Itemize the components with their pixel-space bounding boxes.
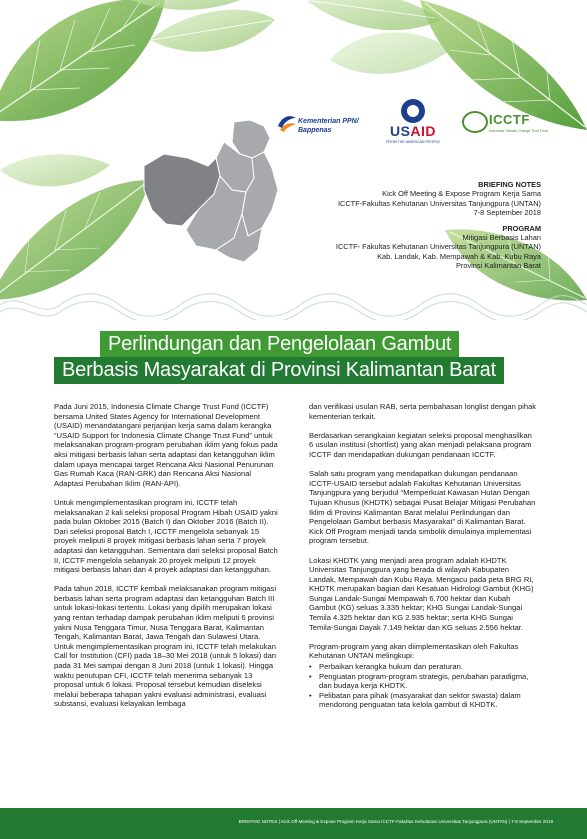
usaid-wordmark [384, 123, 442, 139]
icctf-tagline: Indonesia Climate Change Trust Fund [489, 129, 548, 133]
body-paragraph: dan verifikasi usulan RAB, serta pembahasan longlist dengan pihak kementerian terkait. [309, 402, 537, 421]
body-paragraph: Pada Juni 2015, Indonesia Climate Change Trust Fund (ICCTF) bersama United States Agency for International Development (USAID) menandatangani perjanjian kerja sama dalam kerangka “USAID Support for Indonesia Climate Change Trust Fund” untuk melaksanakan program-program perubahan iklim yang fokus pada aksi mitigasi berbasis lahan serta adaptasi dan ketangguhan iklim dalam upaya mencapai target Rencana Aksi Nasional Penurunan Gas Rumah Kaca (RAN-GRK) dan Rencana Aksi Nasional Adaptasi Perubahan Iklim (RAN-API). [54, 402, 278, 488]
briefing-line: ICCTF-Fakultas Kehutanan Universitas Tanjungpura (UNTAN) [337, 198, 541, 208]
body-paragraph: Pada tahun 2018, ICCTF kembali melaksanakan program mitigasi berbasis lahan serta program adaptasi dan ketangguhan Batch III untuk lokasi-lokasi tertentu. Lokasi yang dipilih merupakan lokasi yang rentan terhadap dampak perubahan iklim meliputi 6 provinsi yakni Nusa Tenggara Timur, Nusa Tenggara Barat, Kalimantan Tengah, Kalimantan Barat, Jawa Tengah dan Sulawesi Utara. Untuk mengimplementasikan program ini, ICCTF telah melakukan Call for Institution (CFI) pada 18–30 Mei 2018 (untuk 5 lokasi) dan pada 31 Mei sampai dengan 8 Juni 2018 (untuk 1 lokasi). Hingga waktu penutupan CFI, ICCTF telah menerima sebanyak 13 proposal untuk 6 lokasi. Proposal tersebut kemudian diseleksi melalui beberapa tahapan yakni evaluasi administrasi, evaluasi substansi, evaluasi kelayakan lembaga [54, 584, 277, 709]
bappenas-name-line1: Kementerian PPN/ [298, 118, 359, 125]
list-item: • Pelibatan para pihak (masyarakat dan sektor swasta) dalam mendorong penguatan tata kelola gambut di KHDTK. [309, 691, 537, 710]
program-line: Mitigasi Berbasis Lahan [462, 233, 541, 243]
program-heading: PROGRAM [502, 223, 541, 233]
usaid-us: US [389, 123, 411, 139]
body-paragraph: Salah satu program yang mendapatkan dukungan pendanaan ICCTF-USAID tersebut adalah Fakultas Kehutanan Universitas Tanjungpura yang berjudul “Memperkuat Kawasan Hutan Dengan Tujuan Khusus (KHDTK) sebagai Pusat Belajar Mitigasi Perubahan Iklim di Provinsi Kalimantan Barat melalui Perlindungan dan Pengelolaan Gambut berbasis Masyarakat” di Kalimantan Barat. Kick Off Program menjadi tanda simbolik dimulainya implementasi program tersebut. [309, 469, 536, 546]
leaf-top-left [0, 0, 165, 121]
body-paragraph: Untuk mengimplementasikan program ini, ICCTF telah melaksanakan 2 kali seleksi proposal Program Hibah USAID yakni pada bulan Oktober 2015 (Batch I) dan Oktober 2016 (Batch II). Dari seleksi proposal Batch I, ICCTF mengelola sebanyak 15 proyek meliputi 8 proyek mitigasi berbasis lahan serta 7 proyek adaptasi dan ketangguhan. Sementara dari seleksi proposal Batch II, ICCTF mengelola sebanyak 20 proyek meliputi 12 proyek mitigasi berbasis lahan dan 4 proyek adaptasi dan ketangguhan. [54, 497, 278, 575]
list-item: • Perbaikan kerangka hukum dan peraturan. [309, 662, 537, 672]
page-title-line2: Berbasis Masyarakat di Provinsi Kalimantan Barat [54, 357, 504, 384]
program-line: Provinsi Kalimantan Barat [455, 261, 541, 271]
bappenas-mark-icon [276, 112, 298, 134]
leaf-left-lower [0, 154, 150, 300]
program-bullet-list [309, 662, 537, 710]
icctf-wordmark: ICCTF [489, 112, 530, 127]
list-item: • Penguatan program-program strategis, perubahan paradigma, dan budaya kerja KHDTK. [309, 672, 537, 691]
program-line: Kab. Landak, Kab. Mempawah & Kab. Kubu Raya [377, 251, 541, 261]
body-column-right [309, 402, 537, 710]
body-paragraph: Berdasarkan serangkaian kegiatan seleksi proposal menghasilkan 6 usulan institusi (shortlist) yang akan menjadi pelaksana program ICCTF dan mendapatkan dukungan pendanaan ICCTF. [309, 430, 532, 459]
usaid-tagline: FROM THE AMERICAN PEOPLE [386, 140, 440, 144]
briefing-line: Kick Off Meeting & Expose Program Kerja Sama [382, 189, 541, 199]
body-paragraph: Lokasi KHDTK yang menjadi area program adalah KHDTK Universitas Tanjungpura yang berada di wilayah Kabupaten Landak, Mempawah dan Kubu Raya. Mengacu pada peta BRG RI, KHDTK merupakan bagian dari Kesatuan Hidrologi Gambut (KHG) Sungai Landak-Sungai Mempawah 6.700 hektar dan Kubah Gambut (KG) seluas 3.335 hektar; KHG Sungai Landak-Sungai Temila 4.325 hektar dan KG 2.935 hektar; serta KHG Sungai Temila-Sungai Dayak 7.149 hektar dan KG seluas 2.556 hektar. [309, 555, 534, 632]
footer-bar [0, 808, 587, 839]
bappenas-logo [276, 108, 366, 142]
body-column-left [54, 402, 282, 719]
footer-text: BRIEFING NOTES | Kick Off Meeting & Expose Program Kerja Sama ICCTF-Fakultas Kehutanan Universitas Tanjungpura (UNTAN) | 7-8 September 2018 [238, 819, 553, 824]
page-title-line1: Perlindungan dan Pengelolaan Gambut [100, 331, 459, 357]
usaid-aid: AID [410, 123, 437, 139]
icctf-leaf-icon [462, 111, 488, 133]
icctf-logo [462, 110, 546, 136]
briefing-heading: BRIEFING NOTES [478, 180, 541, 189]
briefing-date: 7-8 September 2018 [473, 208, 541, 218]
usaid-logo [384, 99, 442, 149]
program-line: ICCTF- Fakultas Kehutanan Universitas Tanjungpura (UNTAN) [335, 242, 541, 252]
bappenas-name-line2: Bappenas [298, 127, 332, 134]
usaid-seal-icon [401, 99, 425, 123]
body-paragraph: Program-program yang akan diimplementasikan oleh Fakultas Kehutanan UNTAN melingkupi: [309, 641, 519, 661]
briefing-info [241, 180, 541, 271]
ornament-band [0, 290, 587, 320]
